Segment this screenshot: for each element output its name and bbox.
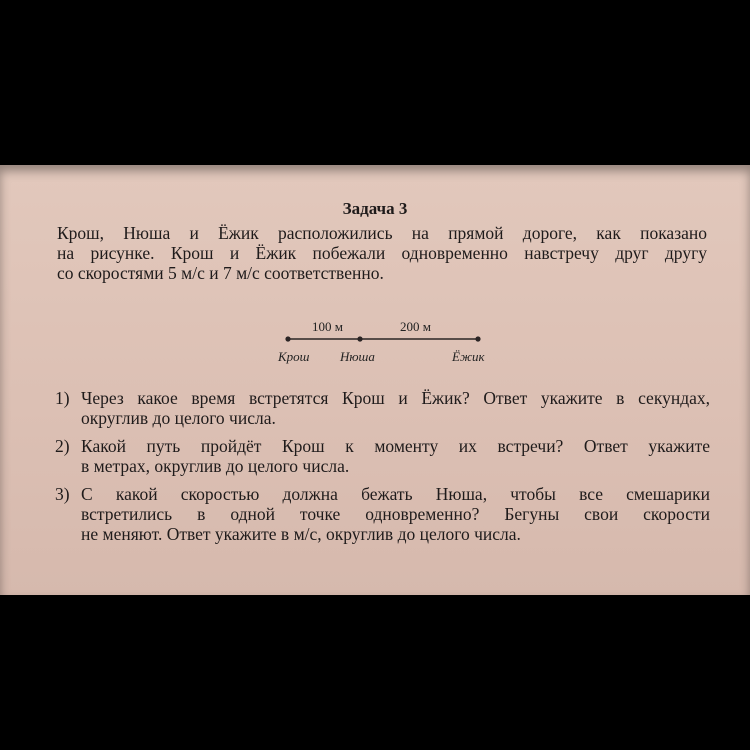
distance-label-2: 200 м <box>400 319 431 334</box>
question-item <box>55 388 710 428</box>
distance-label-1: 100 м <box>312 319 343 334</box>
ezhik-point <box>475 336 480 341</box>
krosh-point <box>285 336 290 341</box>
name-label-krosh: Крош <box>278 349 310 364</box>
task-title: Задача 3 <box>342 199 408 218</box>
nyusha-point <box>357 336 362 341</box>
question-line: не меняют. Ответ укажите в м/с, округлив до целого числа. <box>81 524 521 544</box>
intro-line: со скоростями 5 м/с и 7 м/с соответственно. <box>57 263 384 283</box>
question-item <box>55 484 710 544</box>
task-intro <box>57 223 707 283</box>
question-number: 2) <box>55 436 70 456</box>
question-line: в метрах, округлив до целого числа. <box>81 456 350 476</box>
question-item <box>55 436 710 476</box>
question-line: С какой скоростью должна бежать Нюша, чтобы все смешарики <box>81 484 710 504</box>
question-line: Через какое время встретятся Крош и Ёжик? Ответ укажите в секундах, <box>81 388 710 408</box>
name-label-nyusha: Нюша <box>340 349 375 364</box>
question-text <box>81 436 710 476</box>
question-text <box>81 388 710 428</box>
paper-sheet <box>0 165 750 595</box>
question-list <box>55 388 710 552</box>
question-number: 3) <box>55 484 70 504</box>
question-line: Какой путь пройдёт Крош к моменту их встречи? Ответ укажите <box>81 436 710 456</box>
intro-line: Крош, Нюша и Ёжик расположились на прямой дороге, как показано <box>57 223 707 243</box>
intro-line: на рисунке. Крош и Ёжик побежали одновременно навстречу друг другу <box>57 243 707 263</box>
question-line: встретились в одной точке одновременно? Бегуны свои скорости <box>81 504 710 524</box>
question-line: округлив до целого числа. <box>81 408 276 428</box>
question-number: 1) <box>55 388 70 408</box>
road-diagram <box>270 315 520 375</box>
question-text <box>81 484 710 544</box>
name-label-ezhik: Ёжик <box>452 349 485 364</box>
road-line-svg <box>270 315 520 375</box>
